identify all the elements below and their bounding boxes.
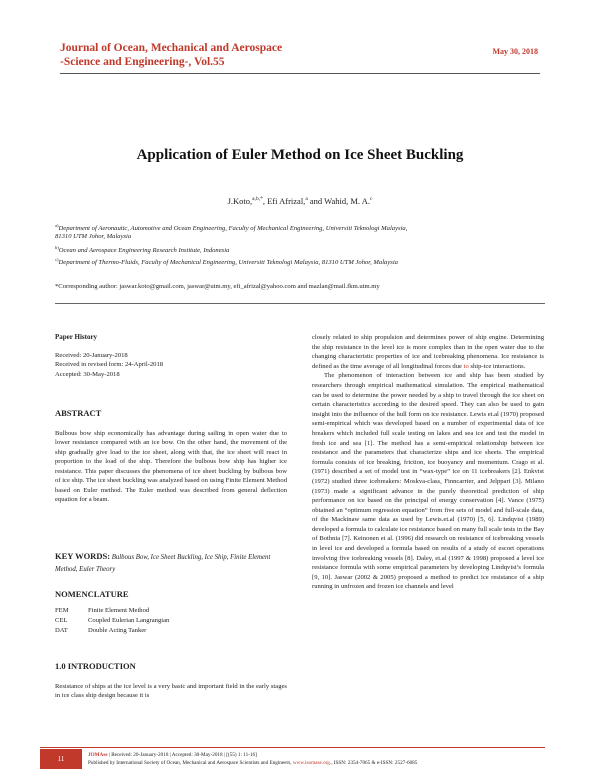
paper-title: Application of Euler Method on Ice Sheet Buckling — [136, 147, 464, 163]
accepted-date: Accepted: 30-May-2018 — [55, 370, 120, 378]
introduction-text: Resistance of ships at the ice level is a very basic and important field in the early stages in ice class ship design because it is — [55, 682, 287, 699]
corresponding-author: *Corresponding author: jaswar.koto@gmail.com, jaswar@utm.my, efi_afrizal@yahoo.com and mazlan@mail.fkm.utm.my — [55, 283, 380, 290]
journal-title — [60, 41, 282, 69]
keywords-label: KEY WORDS: — [55, 551, 111, 561]
intro-paragraph-1-a: closely related to ship propulsion and determines power of ship engine. Determining the ship resistance in the level ice is more complex than in the open water due to the changing characteristic properties of ice and icebreaking phenomena. Ice resistance is defined as the time average of all longitudinal forces due — [312, 334, 544, 370]
nomenclature-desc: Finite Element Method — [88, 606, 150, 614]
affiliation-b-text: Ocean and Aerospace Engineering Research Institute, Indonesia — [58, 247, 230, 255]
author-2-sup: a — [305, 196, 308, 203]
publication-date: May 30, 2018 — [492, 47, 538, 56]
author-line — [0, 196, 600, 206]
header-divider — [60, 73, 540, 74]
nomenclature-desc: Coupled Eulerian Langrangian — [88, 616, 170, 624]
author-1: J.Koto, — [227, 196, 253, 206]
page-number: 11 — [40, 749, 82, 769]
intro-paragraph-1-b: ship-ice interactions. — [468, 362, 526, 370]
affiliation-a-cont: 81310 UTM Johor, Malaysia — [55, 233, 132, 240]
nomenclature-row — [55, 626, 287, 636]
footer-brand: JOMAse — [88, 752, 108, 758]
footer-publisher — [88, 760, 417, 766]
nomenclature-abbr: FEM — [55, 606, 69, 614]
keywords-values: Bulbous Bow, Ice Sheet Buckling, Ice Ship, Finite Element Method, Euler Theory — [55, 554, 271, 573]
introduction-section — [55, 662, 287, 701]
journal-title-line1: Journal of Ocean, Mechanical and Aerospace — [60, 42, 283, 54]
paper-history-heading: Paper History — [55, 333, 98, 341]
intro-paragraph-1-link[interactable]: to — [463, 362, 469, 370]
author-3-sup: c — [369, 196, 373, 203]
intro-paragraph-2: The phenomenon of interaction between ice and ship has been studied by researchers through empirical mathematical simulation. The empirical mathematical can be used to determine the power needed by a ship to travel through the ice sheet on certain characteristics according to the desired speed. They can also be used to gain insight into the influence of the hull form on ice resistance. Lewis et.al (1970) proposed semi-empirical which was developed based on a number of experimental data of ice breakers which included full scale testing on lakes and sea ice and test the model in fresh ice and sea [1]. The method has a semi-empirical relationship between ice resistance and the parameters that characterize ships and ice sheets. The empirical formula consists of ice breaking, friction, ice buoyancy and momentum. Crago et al. (1971) described a set of model test in “wax-type” ice on 11 icebreakers [2]. Enkvist (1972) studied three icebreakers: Moskva-class, Finncarrier, and Jelppari [3]. Milano (1973) made a significant advance in the purely theoretical prediction of ship performance on ice based on the principal of energy conservation [4]. Vance (1975) obtained an “optimum regression equation” from five sets of model and full-scale data, of the Mackinaw same data as used by Lewis.et.al (1970) [5, 6]. Lindqvist (1989) developed a formula to calculate ice resistance based on many full scale tests in the Bay of Bothnia [7]. Keinonen et al. (1996) did research on resistance of icebreaking vessels in level ice and developed a formula based on results of a study of escort operations involving five icebreaking vessels [8]. Daley, et.al (1997 & 1998) proposed a level ice resistance formula with some empirical parameters by developing Lindqvist’s formula [9, 10]. Jaswar (2002 & 2005) proposed a method to predict ice resistance of a ship running in unfrozen and frozen ice channels and level — [312, 372, 544, 591]
author-3: and Wahid, M. A. — [307, 196, 370, 206]
intro-paragraph-1 — [312, 333, 544, 371]
paper-history — [55, 333, 287, 379]
affiliation-c-sup: c) — [55, 257, 59, 262]
nomenclature-desc: Double Acting Tanker — [88, 626, 147, 634]
received-date: Received: 20-January-2018 — [55, 351, 128, 359]
nomenclature-section — [55, 590, 287, 636]
nomenclature-heading: NOMENCLATURE — [55, 589, 129, 599]
nomenclature-row — [55, 606, 287, 616]
nomenclature-row — [55, 616, 287, 626]
journal-volume: , Vol.55 — [188, 56, 225, 68]
author-1-sup: a,b,* — [252, 196, 263, 203]
footer-publisher-text: Published by International Society of Ocean, Mechanical and Aerospace Scientists and Engineers, — [88, 760, 293, 766]
footer-citation — [88, 752, 257, 758]
introduction-heading: 1.0 INTRODUCTION — [55, 661, 136, 671]
footer-website-link[interactable]: www.isomase.org — [292, 760, 330, 766]
affiliation-b-sup: b) — [55, 245, 59, 250]
abstract-heading: ABSTRACT — [55, 408, 102, 418]
footer-issn: ., ISSN: 2354-7065 & e-ISSN: 2527-6085 — [329, 760, 418, 766]
keywords — [55, 551, 287, 575]
affiliation-c-text: Department of Thermo-Fluids, Faculty of Mechanical Engineering, Universiti Teknologi Malaysia, 81310 UTM Johor, Malaysia — [58, 259, 398, 267]
revised-date: Received in revised form: 24-April-2018 — [55, 361, 164, 368]
journal-title-line2 — [60, 55, 282, 69]
affiliation-a-text: Department of Aeronautic, Automotive and Ocean Engineering, Faculty of Mechanical Engineering, Universiti Teknologi Malaysia, — [58, 225, 408, 233]
journal-subtitle: -Science and Engineering- — [60, 56, 189, 68]
right-column — [312, 333, 544, 592]
nomenclature-abbr: DAT — [55, 626, 68, 634]
affiliation-c — [55, 255, 555, 269]
affiliation-a-sup: a) — [55, 223, 59, 228]
section-divider — [55, 303, 545, 304]
nomenclature-abbr: CEL — [55, 616, 68, 624]
abstract-section — [55, 409, 287, 505]
abstract-text: Bulbous bow ship economically has advantage during sailing in open water due to lower resistance compared with an ice bow. On the other hand, the movement of the ship gradually give load to the ice sheet, along with that, the ice sheet will react in proportion to the load of the ship. Therefore the bulbous bow ship has higher ice resistance. This paper discusses the phenomena of ice sheet buckling by bulbous bow of ice ship. The ice sheet buckling was analyzed based on using Finite Element Method based on Euler method. The Euler method was described from general deflection equation for a beam. — [55, 429, 287, 503]
footer-citation-text: | Received: 20-January-2018 | Accepted: 30-May-2018 | [(55) 1: 11-16] — [107, 752, 257, 758]
author-2: , Efi Afrizal, — [262, 196, 306, 206]
